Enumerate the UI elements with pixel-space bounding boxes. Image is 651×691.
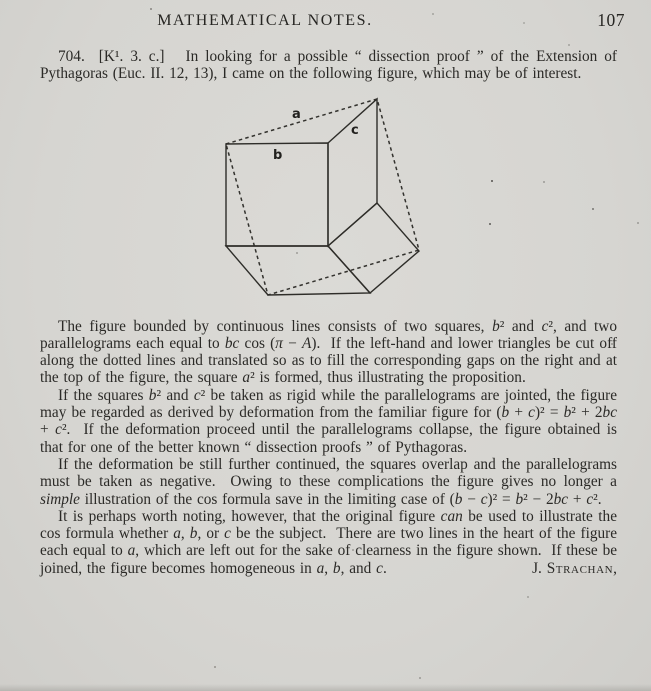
paragraph-closing: It is perhaps worth noting, however, that the original figure can be used to illustrate the cos formula whether a, b, or c be the subject. There are two lines in the heart of the figure each equal to a, which are left out for the sake of clearness in the figure shown. If these be joined, the figure becomes homogeneous in a, b, and c. J. Strachan, xyxy=(40,507,622,577)
label-b: b xyxy=(273,147,283,163)
paragraph-intro: 704. [K¹. 3. c.] In looking for a possible “ dissection proof ” of the Extension of Pythagoras (Euc. II. 12, 13), I came on the following figure, which may be of interest. xyxy=(40,48,622,83)
square-a-dashed-outline xyxy=(226,99,419,295)
paragraph-deformation: If the squares b² and c² be taken as rigid while the parallelograms are jointed, the figure may be regarded as derived by deformation from the familiar figure for (b + c)² = b² + 2bc + c². If the deformation proceed until the parallelograms collapse, the figure obtained is that for one of the better known “ dissection proofs ” of Pythagoras. xyxy=(40,386,622,456)
square-c-outline xyxy=(328,203,419,293)
paragraph-further-deformation: If the deformation be still further continued, the squares overlap and the parallelograms must be taken as negative. Owing to these complications the figure gives no longer a simple illustration of the cos formula save in the limiting case of (b − c)² = b² − 2bc + c². xyxy=(40,455,622,508)
page-number: 107 xyxy=(597,10,625,30)
running-title: MATHEMATICAL NOTES. xyxy=(157,12,373,29)
parallelogram-left-outline xyxy=(226,246,370,295)
running-head xyxy=(0,0,651,34)
geometric-figure xyxy=(0,83,651,313)
label-a: a xyxy=(292,106,301,122)
note-704 xyxy=(40,48,622,577)
author-signature: J. Strachan, xyxy=(532,559,617,577)
dissection-figure-svg xyxy=(0,83,651,313)
paragraph-figure-description: The figure bounded by continuous lines consists of two squares, b² and c², and two parallelograms each equal to bc cos (π − A). If the left-hand and lower triangles be cut off along the dotted lines and translated so as to fill the corresponding gaps on the right and at the top of the figure, the square a² is formed, thus illustrating the proposition. xyxy=(40,317,622,387)
label-c: c xyxy=(351,122,359,138)
